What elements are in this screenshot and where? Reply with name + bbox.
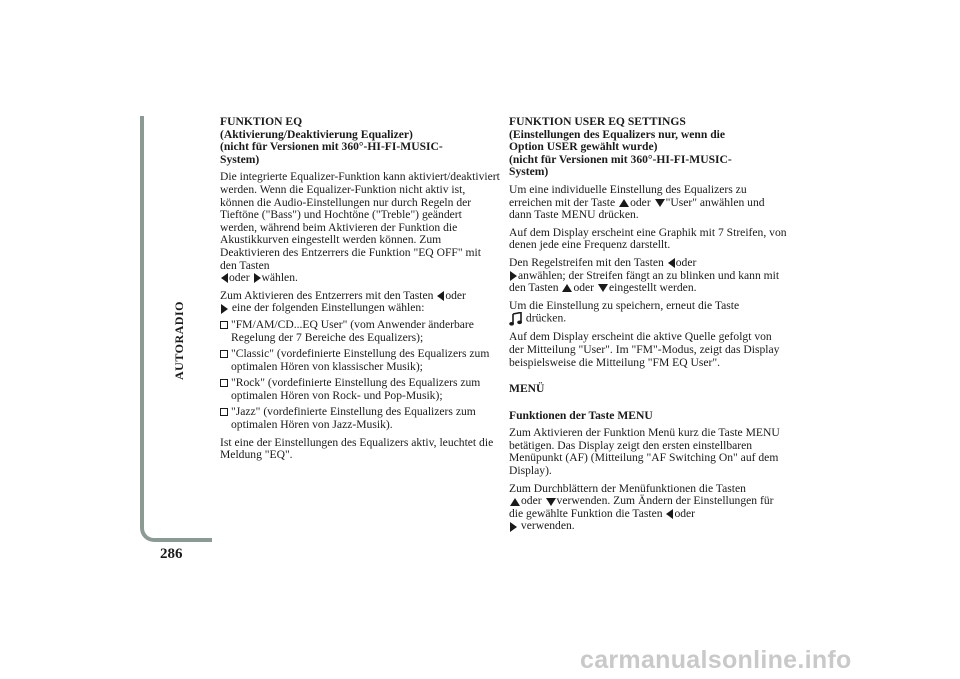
triangle-up-icon bbox=[510, 498, 520, 506]
triangle-left-icon bbox=[437, 291, 444, 301]
list-item: "Rock" (vordefinierte Einstellung des Equalizers zum optimalen Hören von Rock- und Pop-Musik); bbox=[220, 377, 500, 402]
triangle-up-icon bbox=[619, 199, 629, 207]
triangle-right-icon bbox=[510, 522, 517, 532]
right-heading: FUNKTION USER EQ SETTINGS (Einstellungen des Equalizers nur, wenn die Option USER gewählt wurde) (nicht für Versionen mit 360°-HI-FI-MUSIC- System) bbox=[509, 115, 732, 179]
triangle-right-icon bbox=[510, 271, 517, 281]
triangle-down-icon bbox=[655, 199, 665, 207]
active-source-paragraph: Auf dem Display erscheint die aktive Quelle gefolgt von der Mitteilung "User". Im "FM"-Modus, zeigt das Display beispielsweise die Mitteilung "FM EQ User". bbox=[509, 330, 780, 369]
triangle-down-icon bbox=[546, 498, 556, 506]
band-adjust-paragraph: Den Regelstreifen mit den Tasten oder anwählen; der Streifen fängt an zu blinken und kann mit den Tasten oder eingestellt werden. bbox=[509, 255, 780, 295]
checkbox-bullet-icon bbox=[220, 408, 228, 416]
menu-subheading: Funktionen der Taste MENU bbox=[509, 408, 653, 422]
triangle-left-icon bbox=[668, 258, 675, 268]
right-column bbox=[509, 116, 789, 533]
user-eq-select-paragraph: Um eine individuelle Einstellung des Equalizers zu erreichen mit der Taste oder "User" anwählen und dann Taste MENU drücken. bbox=[509, 182, 765, 222]
eq-description-paragraph: Die integrierte Equalizer-Funktion kann aktiviert/deaktiviert werden. Wenn die Equalizer-Funktion nicht aktiv ist, können die Audio-Einstellungen nur durch Regeln der Tieftöne ("Bass") und Hochtöne ("Treble") geändert werden, während beim Aktivieren der Funktion die Akustikkurven eingestellt werden können. Zum Deaktivieren des Entzerrers die Funktion "EQ OFF" mit den Tasten oder wählen. bbox=[220, 170, 500, 285]
list-item: "FM/AM/CD...EQ User" (vom Anwender änderbare Regelung der 7 Bereiche des Equalizers); bbox=[220, 319, 500, 344]
menu-activate-paragraph: Zum Aktivieren der Funktion Menü kurz die Taste MENU betätigen. Das Display zeigt den ersten einstellbaren Menüpunkt (AF) (Mitteilung "AF Switching On" auf dem Display). bbox=[509, 426, 780, 478]
list-item: "Jazz" (vordefinierte Einstellung des Equalizers zum optimalen Hören von Jazz-Musik). bbox=[220, 406, 500, 431]
triangle-up-icon bbox=[562, 284, 572, 292]
triangle-right-icon bbox=[254, 273, 261, 283]
triangle-down-icon bbox=[598, 284, 608, 292]
section-side-label: AUTORADIO bbox=[172, 301, 186, 380]
eq-indicator-paragraph: Ist eine der Einstellungen des Equalizers aktiv, leuchtet die Meldung "EQ". bbox=[220, 435, 494, 462]
triangle-left-icon bbox=[666, 509, 673, 519]
menu-navigate-paragraph: Zum Durchblättern der Menüfunktionen die Tasten oder verwenden. Zum Ändern der Einstellungen für die gewählte Funktion die Tasten oder verwenden. bbox=[509, 481, 774, 533]
triangle-left-icon bbox=[221, 273, 228, 283]
menu-heading: MENÜ bbox=[509, 382, 545, 396]
checkbox-bullet-icon bbox=[220, 379, 228, 387]
page-number: 286 bbox=[160, 546, 183, 562]
display-graph-paragraph: Auf dem Display erscheint eine Graphik mit 7 Streifen, von denen jede eine Frequenz darstellt. bbox=[509, 225, 787, 252]
checkbox-bullet-icon bbox=[220, 321, 228, 329]
watermark: carmanualsonline.info bbox=[580, 646, 852, 674]
save-setting-paragraph: Um die Einstellung zu speichern, erneut die Taste drücken. bbox=[509, 298, 740, 325]
left-column bbox=[220, 116, 500, 462]
music-note-icon bbox=[509, 312, 523, 326]
eq-activation-paragraph: Zum Aktivieren des Entzerrers mit den Tasten oder eine der folgenden Einstellungen wählen: bbox=[220, 288, 466, 315]
checkbox-bullet-icon bbox=[220, 350, 228, 358]
triangle-right-icon bbox=[221, 304, 228, 314]
left-heading: FUNKTION EQ (Aktivierung/Deaktivierung Equalizer) (nicht für Versionen mit 360°-HI-FI-MUSIC- System) bbox=[220, 115, 443, 166]
list-item: "Classic" (vordefinierte Einstellung des Equalizers zum optimalen Hören von klassischer Musik); bbox=[220, 348, 500, 373]
